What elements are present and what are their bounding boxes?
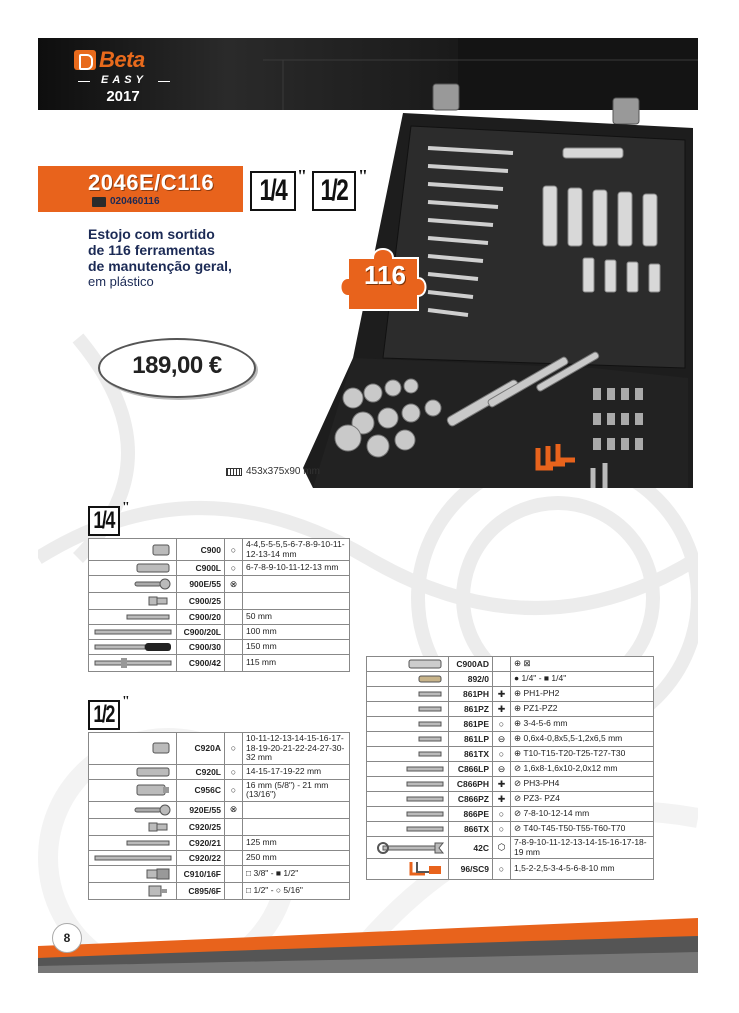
- piece-count: 116: [364, 260, 406, 290]
- price: 189,00 €: [132, 352, 222, 379]
- table-row: [367, 732, 654, 747]
- bit-long-icon: [370, 809, 445, 819]
- profile-symbol: ○: [493, 822, 511, 837]
- profile-symbol: ○: [225, 561, 243, 576]
- profile-symbol: ⊗: [225, 576, 243, 593]
- description-line-1: Estojo com sortido: [88, 226, 215, 242]
- tool-image-cell: [367, 702, 449, 717]
- description-line-2: de 116 ferramentas: [88, 242, 215, 258]
- tool-image-cell: [89, 640, 177, 655]
- tool-sizes: 14-15-17-19-22 mm: [243, 764, 350, 779]
- half-inch-spec-table: [88, 732, 350, 900]
- tool-code: 861PH: [449, 687, 493, 702]
- table-row: [89, 865, 350, 882]
- profile-symbol: ○: [493, 859, 511, 880]
- tool-image-cell: [89, 733, 177, 765]
- dimensions-value: 453x375x90 mm: [246, 466, 320, 477]
- table-row: [367, 807, 654, 822]
- profile-symbol: [225, 655, 243, 672]
- tool-image-cell: [367, 859, 449, 880]
- table-row: [367, 672, 654, 687]
- bits-table-body: [367, 657, 654, 880]
- tool-image-cell: [89, 561, 177, 576]
- tool-image-cell: [89, 818, 177, 835]
- tool-code: 42C: [449, 837, 493, 859]
- table-row: [367, 762, 654, 777]
- tool-sizes: 50 mm: [243, 610, 350, 625]
- profile-symbol: ⊖: [493, 732, 511, 747]
- tool-sizes: ⊘ PZ3- PZ4: [511, 792, 654, 807]
- bit-long-icon: [370, 779, 445, 789]
- ext-short-icon: [92, 612, 173, 622]
- footer-band: [38, 918, 698, 973]
- inch-mark: ": [122, 500, 130, 515]
- tool-image-cell: [367, 732, 449, 747]
- page-number: 8: [52, 923, 82, 953]
- product-sub-code: 020460116: [110, 196, 160, 207]
- tool-code: 861TX: [449, 747, 493, 762]
- tool-code: C900/42: [177, 655, 225, 672]
- wrench-icon: [370, 841, 445, 855]
- tool-code: C900/25: [177, 593, 225, 610]
- tool-sizes: ⊕ PH1-PH2: [511, 687, 654, 702]
- tool-image-cell: [89, 835, 177, 850]
- profile-symbol: [225, 882, 243, 899]
- tool-code: C900L: [177, 561, 225, 576]
- product-code: 2046E/C116: [88, 170, 215, 195]
- tool-sizes: ⊘ T40-T45-T50-T55-T60-T70: [511, 822, 654, 837]
- table-row: [367, 837, 654, 859]
- tool-sizes: 115 mm: [243, 655, 350, 672]
- table-row: [89, 655, 350, 672]
- profile-symbol: ✚: [493, 687, 511, 702]
- tool-code: 861PZ: [449, 702, 493, 717]
- screwdriver-icon: [92, 641, 173, 653]
- profile-symbol: [493, 672, 511, 687]
- tool-code: 900E/55: [177, 576, 225, 593]
- tool-sizes: 10-11-12-13-14-15-16-17-18-19-20-21-22-24-27-30-32 mm: [243, 733, 350, 765]
- long-socket-icon: [92, 766, 173, 778]
- tool-image-cell: [89, 882, 177, 899]
- profile-symbol: [225, 818, 243, 835]
- inch-mark: ": [297, 166, 307, 186]
- bit-long-icon: [370, 764, 445, 774]
- tool-sizes: ⊘ PH3-PH4: [511, 777, 654, 792]
- tool-image-cell: [89, 625, 177, 640]
- table-row: [89, 835, 350, 850]
- bit-long-icon: [370, 794, 445, 804]
- tool-image-cell: [367, 777, 449, 792]
- tool-sizes: [243, 576, 350, 593]
- tool-code: C910/16F: [177, 865, 225, 882]
- tool-image-cell: [367, 822, 449, 837]
- tool-sizes: ● 1/4" - ■ 1/4": [511, 672, 654, 687]
- table-row: [89, 779, 350, 801]
- tool-sizes: 6-7-8-9-10-11-12-13 mm: [243, 561, 350, 576]
- tool-code: 96/SC9: [449, 859, 493, 880]
- table-row: [89, 640, 350, 655]
- tool-code: 866PE: [449, 807, 493, 822]
- ext-short-icon: [92, 838, 173, 848]
- profile-symbol: ○: [225, 764, 243, 779]
- profile-symbol: [225, 640, 243, 655]
- ratchet-icon: [92, 577, 173, 591]
- profile-symbol: [225, 835, 243, 850]
- tool-code: C920L: [177, 764, 225, 779]
- tool-image-cell: [367, 837, 449, 859]
- tool-image-cell: [367, 657, 449, 672]
- profile-symbol: [225, 593, 243, 610]
- quarter-inch-spec-table: [88, 538, 350, 672]
- tool-image-cell: [89, 779, 177, 801]
- bit-icon: [370, 749, 445, 759]
- profile-symbol: ○: [493, 807, 511, 822]
- catalog-year: 2017: [106, 88, 140, 105]
- tool-code: C920/25: [177, 818, 225, 835]
- profile-symbol: ○: [225, 733, 243, 765]
- brand-name: Beta: [99, 47, 145, 72]
- tool-code: 861LP: [449, 732, 493, 747]
- table-row: [89, 882, 350, 899]
- product-code-banner: [38, 166, 243, 212]
- spark-socket-icon: [92, 783, 173, 797]
- tool-image-cell: [89, 593, 177, 610]
- table-row: [89, 576, 350, 593]
- table-row: [89, 818, 350, 835]
- inch-mark: ": [122, 694, 130, 709]
- profile-symbol: ⬡: [493, 837, 511, 859]
- table-row: [367, 747, 654, 762]
- tool-sizes: 100 mm: [243, 625, 350, 640]
- beta-logo-icon: [74, 50, 96, 70]
- price-tag: [98, 338, 256, 398]
- table-row: [89, 610, 350, 625]
- tool-sizes: 1,5-2-2,5-3-4-5-6-8-10 mm: [511, 859, 654, 880]
- profile-symbol: ○: [493, 717, 511, 732]
- ext-long-icon: [92, 853, 173, 863]
- tool-image-cell: [89, 539, 177, 561]
- tool-code: C900/30: [177, 640, 225, 655]
- table-row: [89, 733, 350, 765]
- beta-easy-logo: [74, 46, 172, 108]
- tool-code: C900/20: [177, 610, 225, 625]
- tool-sizes: ⊕ 0,6x4-0,8x5,5-1,2x6,5 mm: [511, 732, 654, 747]
- tool-image-cell: [367, 792, 449, 807]
- tool-sizes: 250 mm: [243, 850, 350, 865]
- profile-symbol: ✚: [493, 792, 511, 807]
- adapter2-icon: [92, 884, 173, 898]
- size-quarter-badge: 1/4: [250, 171, 296, 211]
- tool-code: 892/0: [449, 672, 493, 687]
- bit-icon: [370, 704, 445, 714]
- tool-code: 866TX: [449, 822, 493, 837]
- section-half-badge: 1/2: [88, 700, 120, 730]
- table-row: [367, 717, 654, 732]
- table-row: [367, 687, 654, 702]
- tool-sizes: ⊕ ⊠: [511, 657, 654, 672]
- tool-code: C920/21: [177, 835, 225, 850]
- tool-image-cell: [367, 762, 449, 777]
- bit-holder-icon: [370, 658, 445, 670]
- table-row: [367, 777, 654, 792]
- profile-symbol: ○: [225, 539, 243, 561]
- table-row: [89, 625, 350, 640]
- table-row: [89, 801, 350, 818]
- tool-image-cell: [89, 655, 177, 672]
- ratchet-icon: [92, 803, 173, 817]
- profile-symbol: ⊖: [493, 762, 511, 777]
- tbar-icon: [92, 656, 173, 670]
- description-line-4: em plástico: [88, 274, 154, 289]
- ujoint-icon: [92, 594, 173, 608]
- tool-code: C866PH: [449, 777, 493, 792]
- tool-sizes: ⊘ 7-8-10-12-14 mm: [511, 807, 654, 822]
- tool-sizes: ⊕ T10-T15-T20-T25-T27-T30: [511, 747, 654, 762]
- tool-sizes: ⊕ 3-4-5-6 mm: [511, 717, 654, 732]
- tool-sizes: □ 1/2" - ○ 5/16": [243, 882, 350, 899]
- tool-code: 861PE: [449, 717, 493, 732]
- tool-image-cell: [367, 747, 449, 762]
- bit-adapter-icon: [370, 673, 445, 685]
- adapter-icon: [92, 867, 173, 881]
- ujoint-icon: [92, 820, 173, 834]
- tool-image-cell: [89, 576, 177, 593]
- section-quarter-badge: 1/4: [88, 506, 120, 536]
- profile-symbol: [225, 625, 243, 640]
- tool-code: 920E/55: [177, 801, 225, 818]
- tool-code: C900: [177, 539, 225, 561]
- tool-code: C866PZ: [449, 792, 493, 807]
- product-description: [88, 226, 288, 290]
- tool-code: C900AD: [449, 657, 493, 672]
- bit-icon: [370, 689, 445, 699]
- tool-code: C956C: [177, 779, 225, 801]
- inch-mark: ": [358, 166, 368, 186]
- tool-code: C866LP: [449, 762, 493, 777]
- profile-symbol: ○: [225, 779, 243, 801]
- size-half-badge: 1/2: [312, 171, 356, 211]
- tool-sizes: 125 mm: [243, 835, 350, 850]
- tool-sizes: [243, 801, 350, 818]
- table-row: [89, 539, 350, 561]
- long-socket-icon: [92, 562, 173, 574]
- table-row: [367, 702, 654, 717]
- table-row: [89, 764, 350, 779]
- table-row: [89, 561, 350, 576]
- half-table-body: [89, 733, 350, 900]
- ruler-icon: [226, 468, 242, 476]
- tool-code: C920A: [177, 733, 225, 765]
- table-row: [367, 822, 654, 837]
- tool-sizes: 16 mm (5/8") - 21 mm (13/16"): [243, 779, 350, 801]
- profile-symbol: ✚: [493, 777, 511, 792]
- table-row: [89, 593, 350, 610]
- bit-icon: [370, 719, 445, 729]
- tool-code: C900/20L: [177, 625, 225, 640]
- line-name: EASY: [84, 74, 164, 86]
- table-row: [367, 657, 654, 672]
- socket-icon: [92, 742, 173, 754]
- profile-symbol: [493, 657, 511, 672]
- tool-image-cell: [367, 672, 449, 687]
- tool-image-cell: [89, 865, 177, 882]
- socket-icon: [92, 544, 173, 556]
- quarter-table-body: [89, 539, 350, 672]
- tool-image-cell: [89, 850, 177, 865]
- tool-image-cell: [367, 687, 449, 702]
- table-row: [367, 792, 654, 807]
- profile-symbol: ○: [493, 747, 511, 762]
- description-line-3: de manutenção geral,: [88, 258, 232, 274]
- table-row: [367, 859, 654, 880]
- profile-symbol: [225, 865, 243, 882]
- catalog-page: [38, 38, 698, 973]
- tool-sizes: □ 3/8" - ■ 1/2": [243, 865, 350, 882]
- tool-sizes: 4-4,5-5-5,5-6-7-8-9-10-11-12-13-14 mm: [243, 539, 350, 561]
- tool-image-cell: [89, 610, 177, 625]
- tool-image-cell: [367, 717, 449, 732]
- dimensions: [226, 466, 320, 477]
- profile-symbol: [225, 850, 243, 865]
- tool-image-cell: [367, 807, 449, 822]
- bits-spec-table: [366, 656, 654, 880]
- tool-sizes: 150 mm: [243, 640, 350, 655]
- tool-sizes: [243, 818, 350, 835]
- barcode-icon: [92, 197, 106, 207]
- tool-image-cell: [89, 801, 177, 818]
- hex-keys-icon: [370, 860, 445, 878]
- tool-sizes: ⊘ 1,6x8-1,6x10-2,0x12 mm: [511, 762, 654, 777]
- profile-symbol: [225, 610, 243, 625]
- ext-long-icon: [92, 627, 173, 637]
- tool-sizes: [243, 593, 350, 610]
- profile-symbol: ✚: [493, 702, 511, 717]
- bit-icon: [370, 734, 445, 744]
- table-row: [89, 850, 350, 865]
- tool-code: C920/22: [177, 850, 225, 865]
- tool-sizes: ⊕ PZ1-PZ2: [511, 702, 654, 717]
- tool-code: C895/6F: [177, 882, 225, 899]
- bit-long-icon: [370, 824, 445, 834]
- tool-image-cell: [89, 764, 177, 779]
- profile-symbol: ⊗: [225, 801, 243, 818]
- tool-sizes: 7-8-9-10-11-12-13-14-15-16-17-18-19 mm: [511, 837, 654, 859]
